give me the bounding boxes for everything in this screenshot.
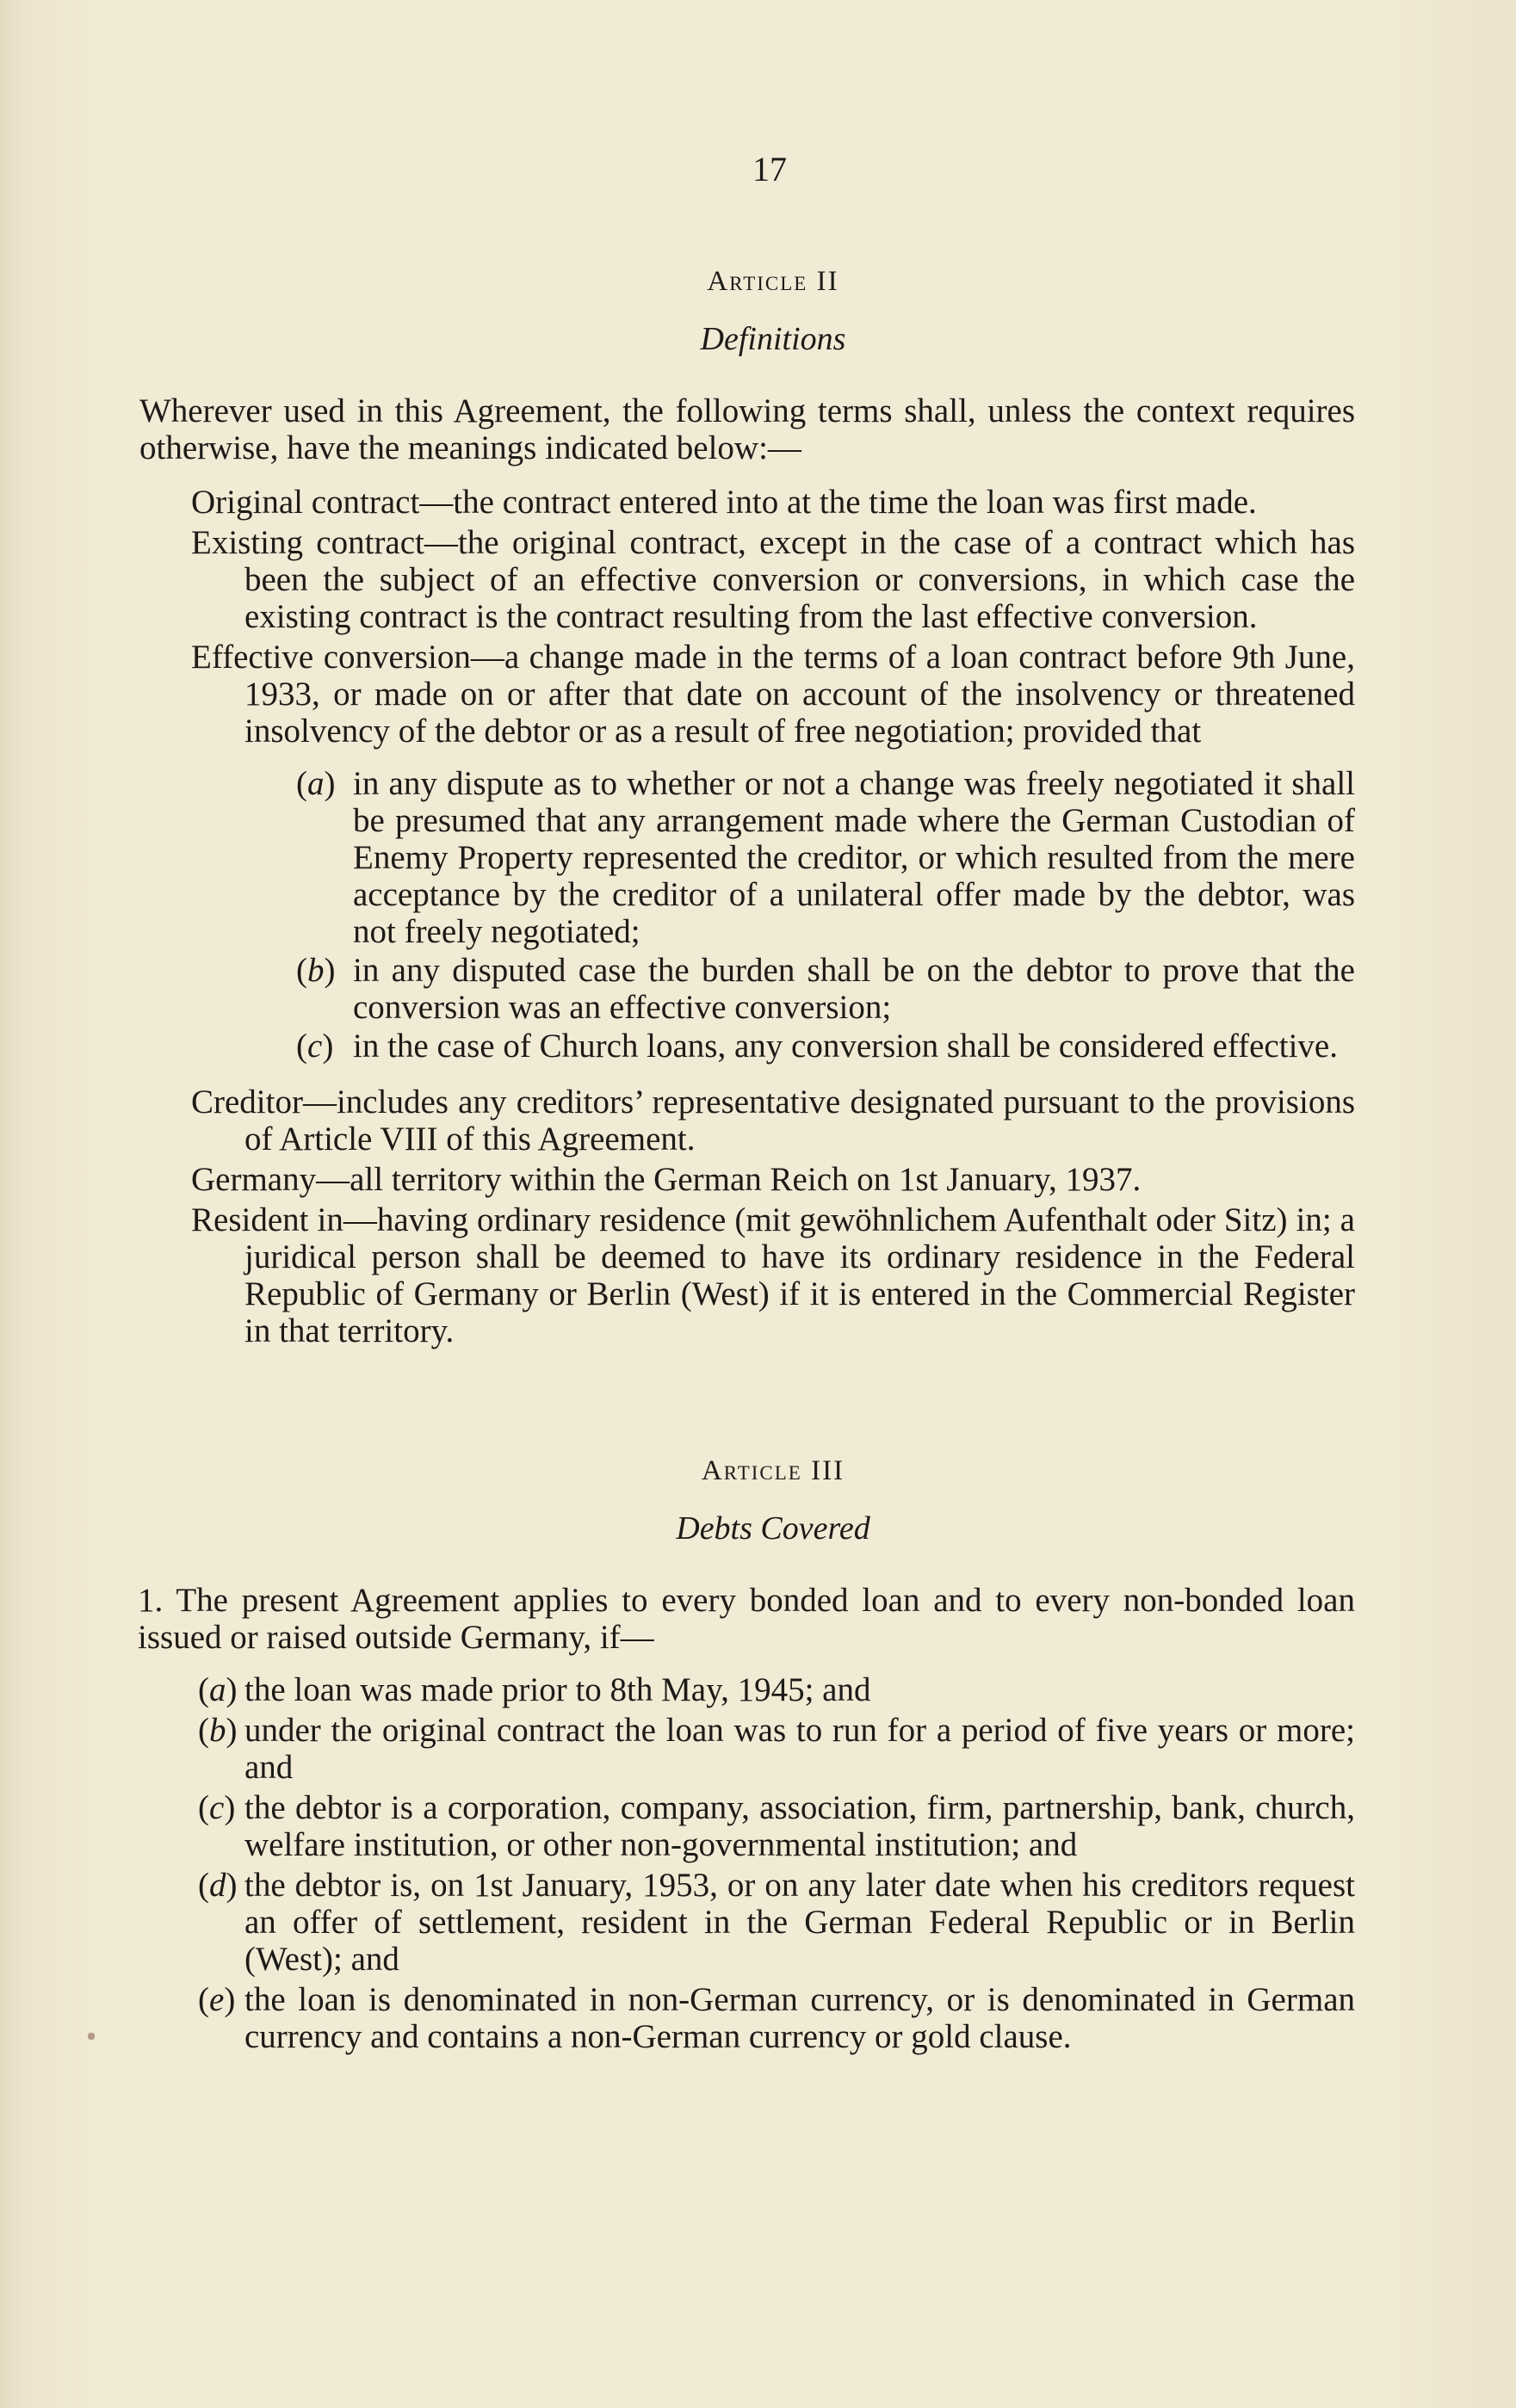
proviso-item — [191, 1028, 1355, 1065]
condition-item — [191, 1981, 1355, 2055]
proviso-list — [191, 765, 1355, 1065]
proviso-item — [191, 765, 1355, 950]
article-iii-subheading: Debts Covered — [676, 1510, 870, 1547]
proviso-text: in the case of Church loans, any conversion shall be considered effective. — [353, 1028, 1338, 1065]
page-number: 17 — [752, 150, 787, 188]
condition-text: the debtor is a corporation, company, association, firm, partnership, bank, church, welfare institution, or other non-governmental institution; and — [244, 1789, 1355, 1863]
definitions-list-continued — [191, 1084, 1355, 1349]
proviso-item — [191, 952, 1355, 1026]
article-ii-subheading: Definitions — [700, 321, 846, 357]
article-ii-heading: Article II — [707, 266, 839, 297]
proviso-text: in any disputed case the burden shall be on the debtor to prove that the conversion was an effective conversion; — [353, 952, 1355, 1026]
article-iii-heading: Article III — [701, 1455, 845, 1486]
paper-mark — [88, 2033, 95, 2040]
proviso-label: (b) — [296, 952, 336, 989]
condition-label: (e) — [198, 1981, 236, 2018]
definition-creditor: Creditor—includes any creditors’ representative designated pursuant to the provisions of Article VIII of this Agreement. — [191, 1084, 1355, 1158]
condition-text: the loan is denominated in non-German currency, or is denominated in German currency and contains a non-German currency or gold clause. — [244, 1981, 1355, 2055]
condition-item — [191, 1671, 1355, 1708]
condition-item — [191, 1789, 1355, 1863]
proviso-label: (c) — [296, 1028, 334, 1065]
page-content — [138, 150, 1355, 2059]
article-ii-intro: Wherever used in this Agreement, the following terms shall, unless the context requires otherwise, have the meanings indicated below:— — [139, 392, 1355, 466]
condition-label: (a) — [198, 1671, 238, 1708]
definition-existing-contract: Existing contract—the original contract, except in the case of a contract which has been the subject of an effective conversion or conversions, in which case the existing contract is the contract resulting from the last effective conversion. — [191, 524, 1355, 635]
condition-label: (d) — [198, 1867, 238, 1904]
proviso-label: (a) — [296, 765, 336, 802]
conditions-list — [191, 1671, 1355, 2055]
condition-text: the debtor is, on 1st January, 1953, or on any later date when his creditors request an offer of settlement, resident in the German Federal Republic or in Berlin (West); and — [244, 1867, 1355, 1978]
condition-label: (b) — [198, 1712, 238, 1749]
definition-original-contract: Original contract—the contract entered into at the time the loan was first made. — [191, 484, 1257, 521]
definition-germany: Germany—all territory within the German Reich on 1st January, 1937. — [191, 1161, 1142, 1198]
definition-resident-in: Resident in—having ordinary residence (mit gewöhnlichem Aufenthalt oder Sitz) in; a juridical person shall be deemed to have its ordinary residence in the Federal Republic of Germany or Berlin (West) if it is entered in the Commercial Register in that territory. — [191, 1201, 1355, 1349]
definition-effective-conversion: Effective conversion—a change made in the terms of a loan contract before 9th June, 1933, or made on or after that date on account of the insolvency or threatened insolvency of the debtor or as a result of free negotiation; provided that — [191, 639, 1355, 750]
condition-text: under the original contract the loan was to run for a period of five years or more; and — [244, 1712, 1355, 1786]
definitions-list — [191, 484, 1355, 750]
condition-label: (c) — [198, 1789, 236, 1826]
article-iii-paragraph-1: 1. The present Agreement applies to every bonded loan and to every non-bonded loan issued or raised outside Germany, if— — [138, 1582, 1355, 1656]
condition-text: the loan was made prior to 8th May, 1945; and — [244, 1671, 871, 1708]
condition-item — [191, 1867, 1355, 1978]
proviso-text: in any dispute as to whether or not a change was freely negotiated it shall be presumed that any arrangement made where the German Custodian of Enemy Property represented the creditor, or which resulted from the mere acceptance by the creditor of a unilateral offer made by the debtor, was not freely negotiated; — [353, 765, 1355, 950]
condition-item — [191, 1712, 1355, 1786]
